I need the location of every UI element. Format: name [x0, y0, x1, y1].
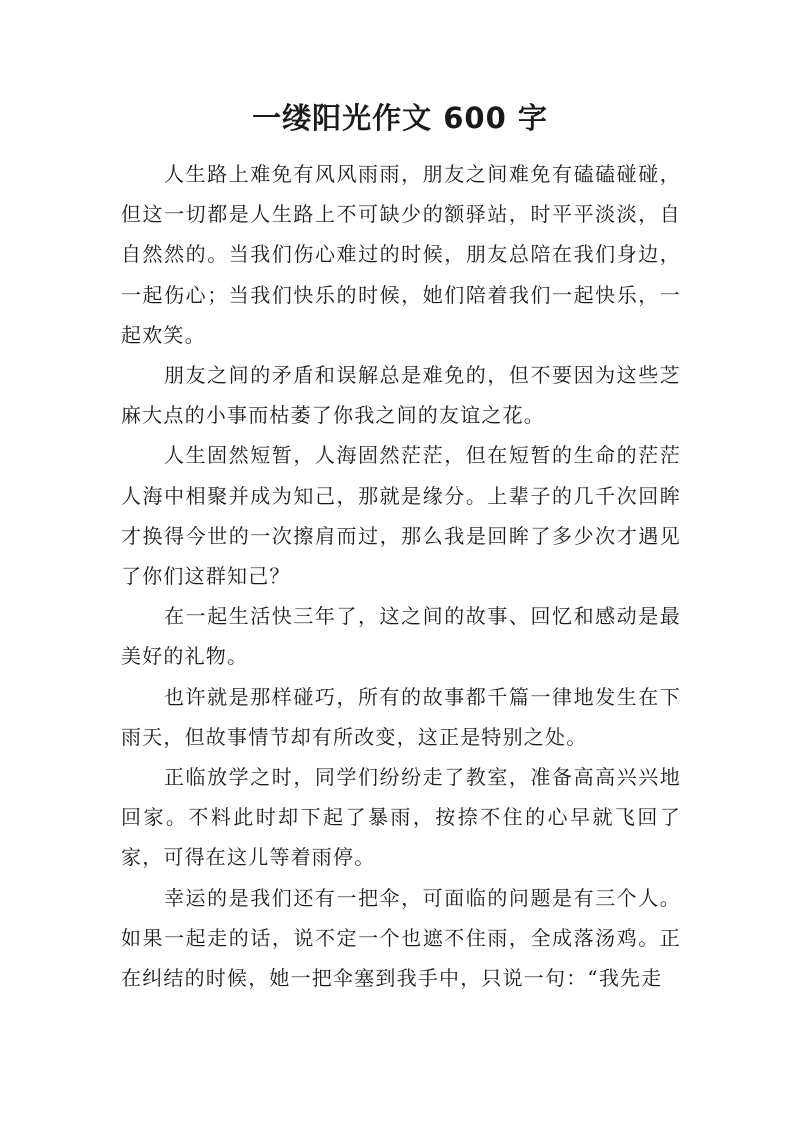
paragraph-2: 朋友之间的矛盾和误解总是难免的，但不要因为这些芝麻大点的小事而枯萎了你我之间的友谊之花。: [121, 363, 681, 428]
paragraph-1: 人生路上难免有风风雨雨，朋友之间难免有磕磕碰碰，但这一切都是人生路上不可缺少的额驿站，时平平淡淡，自自然然的。当我们伤心难过的时候，朋友总陪在我们身边，一起伤心；当我们快乐的时候，她们陪着我们一起快乐，一起欢笑。: [121, 162, 681, 347]
paragraph-5: 也许就是那样碰巧，所有的故事都千篇一律地发生在下雨天，但故事情节却有所改变，这正是特别之处。: [121, 684, 681, 749]
paragraph-3: 人生固然短暂，人海固然茫茫，但在短暂的生命的茫茫人海中相聚并成为知己，那就是缘分。上辈子的几千次回眸才换得今世的一次擦肩而过，那么我是回眸了多少次才遇见了你们这群知己？: [121, 443, 681, 589]
paragraph-6: 正临放学之时，同学们纷纷走了教室，准备高高兴兴地回家。不料此时却下起了暴雨，按捺不住的心早就飞回了家，可得在这儿等着雨停。: [121, 765, 681, 870]
paragraph-7: 幸运的是我们还有一把伞，可面临的问题是有三个人。如果一起走的话，说不定一个也遮不住雨，全成落汤鸡。正在纠结的时候，她一把伞塞到我手中，只说一句：“我先走: [121, 885, 681, 991]
document-title: 一缕阳光作文 600 字: [252, 101, 548, 135]
paragraph-4: 在一起生活快三年了，这之间的故事、回忆和感动是最美好的礼物。: [121, 604, 681, 669]
essay-body: [121, 154, 681, 998]
